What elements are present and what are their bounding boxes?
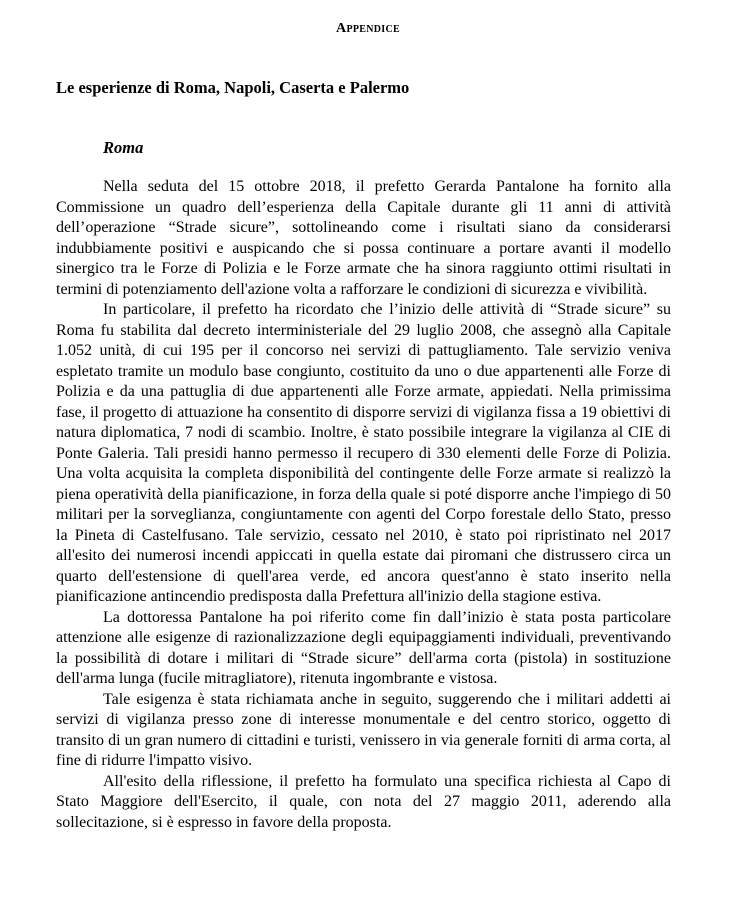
paragraph: Nella seduta del 15 ottobre 2018, il prefetto Gerarda Pantalone ha fornito alla Commissione un quadro dell’esperienza della Capitale durante gli 11 anni di attività dell’operazione “Strade sicure”, sottolineando come i risultati siano da considerarsi indubbiamente positivi e auspicando che si possa continuare a portare avanti il modello sinergico tra le Forze di Polizia e le Forze armate che ha sinora raggiunto ottimi risultati in termini di potenziamento dell'azione volta a rafforzare le condizioni di sicurezza e vivibilità. <box>56 178 671 298</box>
paragraph: In particolare, il prefetto ha ricordato che l’inizio delle attività di “Strade sicure” su Roma fu stabilita dal decreto interministeriale del 29 luglio 2008, che assegnò alla Capitale 1.052 unità, di cui 195 per il concorso nei servizi di pattugliamento. Tale servizio veniva espletato tramite un modulo base congiunto, costituito da uno o due appartenenti alle Forze di Polizia e da una pattuglia di due appartenenti alle Forze armate, appiedati. Nella primissima fase, il progetto di attuazione ha consentito di disporre servizi di vigilanza fissa a 19 obiettivi di natura diplomatica, 7 nodi di scambio. Inoltre, è stato possibile integrare la vigilanza al CIE di Ponte Galeria. Tali presidi hanno permesso il recupero di 330 elementi delle Forze di Polizia. Una volta acquisita la completa disponibilità del contingente delle Forze armate si realizzò la piena operatività della pianificazione, in forza della quale si poté disporre anche l'impiego di 50 militari per la sorveglianza, congiuntamente con agenti del Corpo forestale dello Stato, presso la Pineta di Castelfusano. Tale servizio, cessato nel 2010, è stato poi ripristinato nel 2017 all'esito dei numerosi incendi appiccati in quella estate dai piromani che distrussero circa un quarto dell'estensione di quell'area verde, ed ancora quest'anno è stato inserito nella pianificazione antincendio predisposta dalla Prefettura all'inizio della stagione estiva. <box>56 301 671 605</box>
subsection-title: Roma <box>103 138 144 157</box>
section-title: Le esperienze di Roma, Napoli, Caserta e Palermo <box>56 78 410 97</box>
paragraph: Tale esigenza è stata richiamata anche in seguito, suggerendo che i militari addetti ai servizi di vigilanza presso zone di interesse monumentale e del centro storico, oggetto di transito di un gran numero di cittadini e turisti, venissero in via generale forniti di arma corta, al fine di ridurre l'impatto visivo. <box>56 690 671 769</box>
appendix-heading: Appendice <box>336 21 400 36</box>
paragraph: La dottoressa Pantalone ha poi riferito come fin dall’inizio è stata posta particolare attenzione alle esigenze di razionalizzazione degli equipaggiamenti individuali, preventivando la possibilità di dotare i militari di “Strade sicure” dell'arma corta (pistola) in sostituzione dell'arma lunga (fucile mitragliatore), ritenuta ingombrante e vistosa. <box>56 608 671 687</box>
paragraph: All'esito della riflessione, il prefetto ha formulato una specifica richiesta al Capo di Stato Maggiore dell'Esercito, il quale, con nota del 27 maggio 2011, aderendo alla sollecitazione, si è espresso in favore della proposta. <box>56 772 671 831</box>
body-text <box>56 177 671 833</box>
